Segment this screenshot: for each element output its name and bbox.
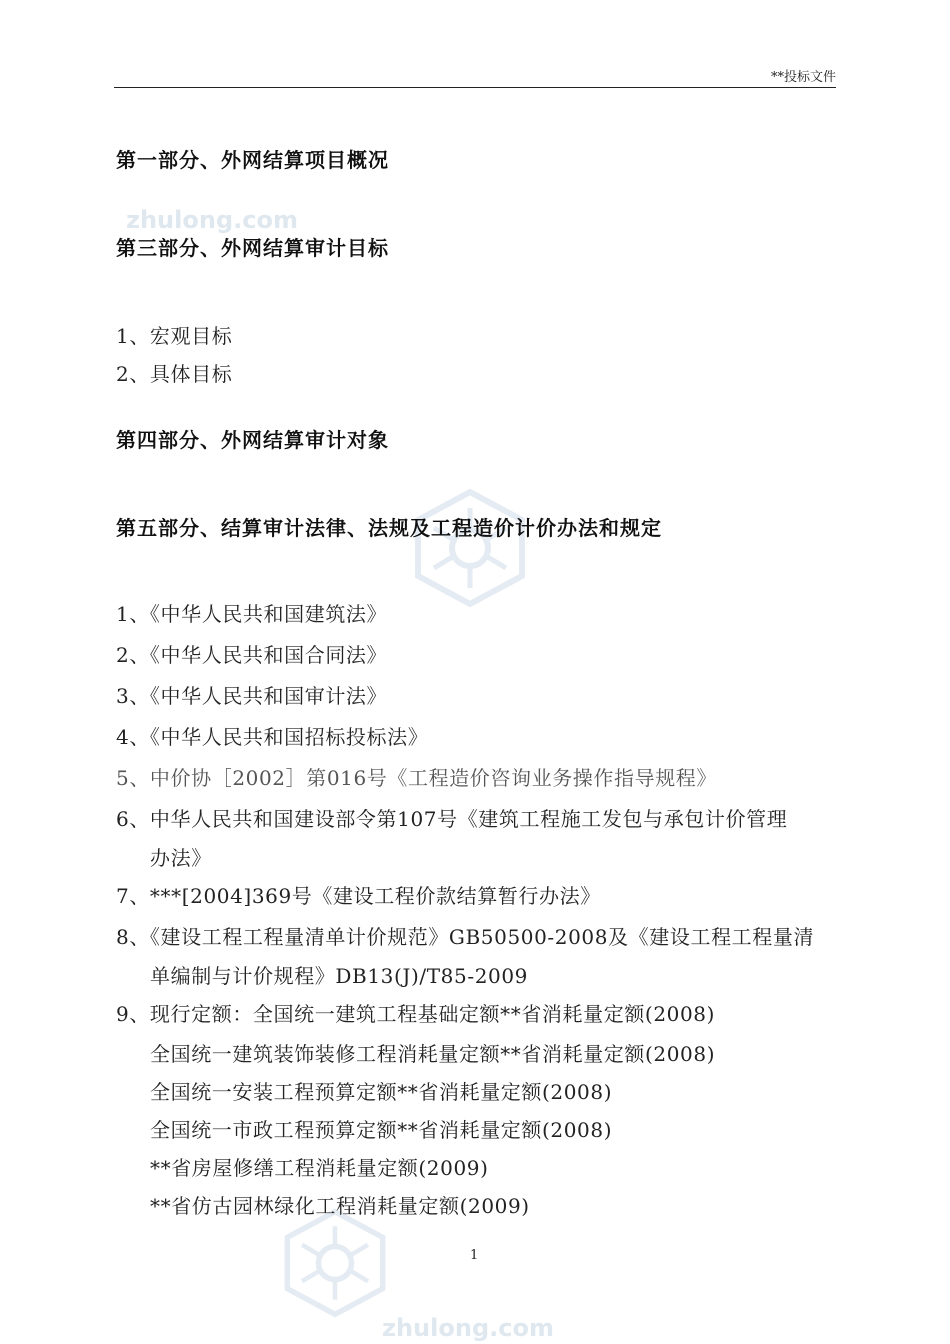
- list-item-continuation: 全国统一建筑装饰装修工程消耗量定额**省消耗量定额(2008): [150, 1042, 716, 1066]
- list-item: 5、中价协［2002］第016号《工程造价咨询业务操作指导规程》: [116, 766, 717, 790]
- header-divider: [114, 87, 836, 88]
- list-item: 1、《中华人民共和国建筑法》: [116, 602, 388, 626]
- watermark-logo-icon: [410, 488, 530, 608]
- list-item-continuation: 全国统一市政工程预算定额**省消耗量定额(2008): [150, 1118, 613, 1142]
- list-item: 2、《中华人民共和国合同法》: [116, 643, 388, 667]
- document-header-title: **投标文件: [770, 70, 836, 85]
- list-item-continuation: **省房屋修缮工程消耗量定额(2009): [150, 1156, 489, 1180]
- section-heading: 第三部分、外网结算审计目标: [116, 236, 389, 260]
- list-item: 9、现行定额：全国统一建筑工程基础定额**省消耗量定额(2008): [116, 1002, 716, 1026]
- list-item: 3、《中华人民共和国审计法》: [116, 684, 388, 708]
- watermark-text: zhulong.com: [382, 1314, 554, 1342]
- watermark-text: zhulong.com: [126, 206, 298, 234]
- list-item: 7、***[2004]369号《建设工程价款结算暂行办法》: [116, 884, 601, 908]
- section-heading: 第五部分、结算审计法律、法规及工程造价计价办法和规定: [116, 516, 662, 540]
- page-number: 1: [470, 1248, 479, 1263]
- section-heading: 第一部分、外网结算项目概况: [116, 148, 389, 172]
- list-item: 8、《建设工程工程量清单计价规范》GB50500-2008及《建设工程工程量清: [116, 925, 815, 949]
- list-item: 4、《中华人民共和国招标投标法》: [116, 725, 429, 749]
- section-heading: 第四部分、外网结算审计对象: [116, 428, 389, 452]
- list-item-continuation: **省仿古园林绿化工程消耗量定额(2009): [150, 1194, 530, 1218]
- list-item: 2、具体目标: [116, 362, 233, 386]
- list-item-continuation: 全国统一安装工程预算定额**省消耗量定额(2008): [150, 1080, 613, 1104]
- list-item: 1、宏观目标: [116, 324, 233, 348]
- list-item-continuation: 单编制与计价规程》DB13(J)/T85-2009: [150, 964, 528, 988]
- watermark-logo-icon: [280, 1208, 390, 1318]
- list-item: 6、中华人民共和国建设部令第107号《建筑工程施工发包与承包计价管理: [116, 807, 788, 831]
- list-item-continuation: 办法》: [150, 846, 212, 870]
